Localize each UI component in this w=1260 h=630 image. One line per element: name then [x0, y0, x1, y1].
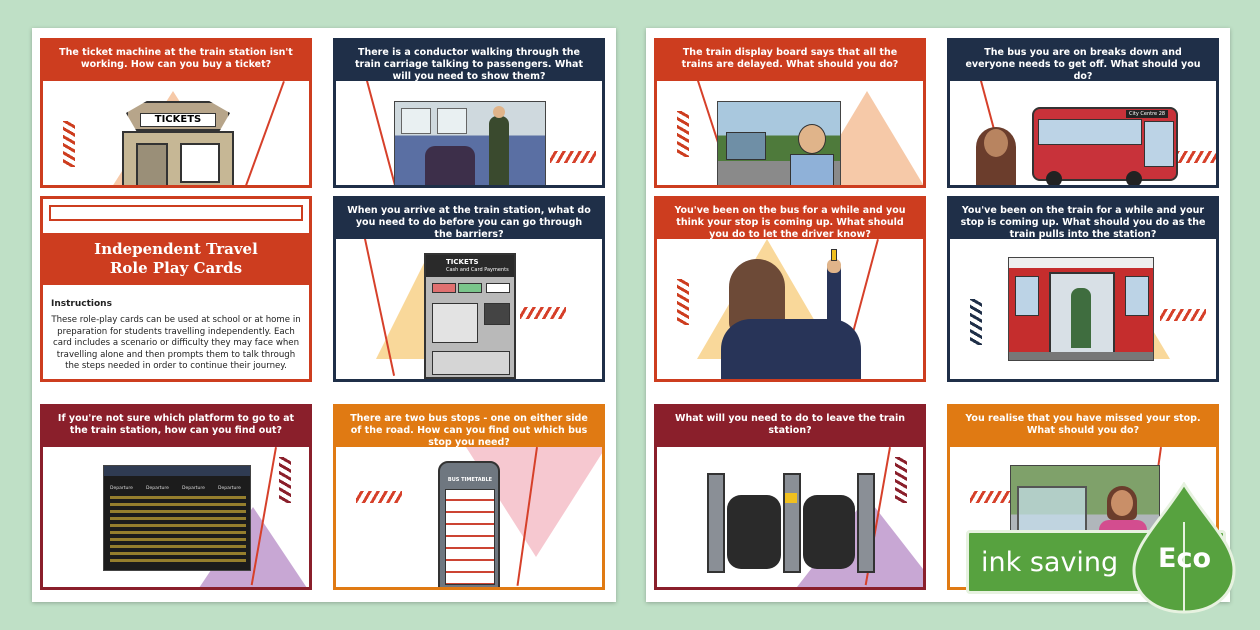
- card-question: You realise that you have missed your stop. What should you do?: [950, 407, 1216, 447]
- deco-hatch: [677, 279, 689, 325]
- instructions-text: These role-play cards can be used at school or at home in preparation for students travelling independently. Each card includes a scenario or difficulty they may face when travelling alone and then prompts them to talk through the steps needed in order to continue their journey.: [51, 315, 301, 371]
- card-train-stop-coming: [947, 196, 1219, 382]
- card-illustration-area: [950, 81, 1216, 185]
- deco-hatch: [63, 121, 75, 167]
- card-before-barriers: [333, 196, 605, 382]
- card-question: You've been on the train for a while and your stop is coming up. What should you do as the train pulls into the station?: [950, 199, 1216, 239]
- card-illustration-area: [43, 447, 309, 587]
- station-platform-boy-icon: [717, 101, 841, 185]
- deco-hatch: [279, 457, 291, 503]
- card-leave-station: [654, 404, 926, 590]
- bus-timetable-sign: BUS TIMETABLE: [447, 477, 493, 483]
- tickets-sign: TICKETS: [140, 113, 216, 127]
- title-line2: Role Play Cards: [109, 259, 243, 277]
- card-bus-breaks-down: [947, 38, 1219, 188]
- card-illustration-area: [336, 81, 602, 185]
- deco-hatch: [356, 491, 402, 503]
- ticket-machine-sign: TICKETS: [446, 258, 479, 266]
- card-conductor: [333, 38, 605, 188]
- card-illustration-area: [950, 239, 1216, 379]
- deco-line: [366, 81, 396, 185]
- instructions-heading: Instructions: [51, 299, 112, 309]
- deco-hatch: [970, 299, 982, 345]
- card-question: The train display board says that all the trains are delayed. What should you do?: [657, 41, 923, 81]
- ink-saving-text: ink saving: [981, 546, 1119, 578]
- card-ticket-machine-broken: [40, 38, 312, 188]
- card-question: There is a conductor walking through the train carriage talking to passengers. What will you need to show them?: [336, 41, 602, 81]
- bus-destination-sign: City Centre 28: [1126, 110, 1168, 118]
- deco-hatch: [677, 111, 689, 157]
- bus-timetable-icon: [438, 461, 500, 587]
- ticket-barriers-icon: [707, 465, 879, 583]
- card-question: You've been on the bus for a while and you think your stop is coming up. What should you do to let the driver know?: [657, 199, 923, 239]
- card-which-platform: [40, 404, 312, 590]
- card-tell-bus-driver: [654, 196, 926, 382]
- board-col: Departure: [182, 486, 205, 491]
- ticket-machine-subsign: Cash and Card Payments: [446, 267, 509, 273]
- card-illustration-area: [336, 239, 602, 379]
- ticket-booth-icon: [118, 101, 238, 185]
- card-question: The bus you are on breaks down and everyone needs to get off. What should you do?: [950, 41, 1216, 81]
- name-box: [49, 205, 303, 221]
- card-question: What will you need to do to leave the train station?: [657, 407, 923, 447]
- card-question: If you're not sure which platform to go to at the train station, how can you find out?: [43, 407, 309, 447]
- deco-hatch: [520, 307, 566, 319]
- card-question: The ticket machine at the train station isn't working. How can you buy a ticket?: [43, 41, 309, 81]
- card-illustration-area: [657, 447, 923, 587]
- card-which-bus-stop: [333, 404, 605, 590]
- card-illustration-area: [336, 447, 602, 587]
- card-trains-delayed: [654, 38, 926, 188]
- deco-hatch: [895, 457, 907, 503]
- board-col: Departure: [218, 486, 241, 491]
- deco-line: [242, 81, 285, 185]
- card-illustration-area: [43, 81, 309, 185]
- card-illustration-area: [657, 81, 923, 185]
- deco-hatch: [1160, 309, 1206, 321]
- train-carriage-conductor-icon: [394, 101, 546, 185]
- card-title: [43, 233, 309, 285]
- card-question: There are two bus stops - one on either side of the road. How can you find out which bus stop you need?: [336, 407, 602, 447]
- ticket-machine-icon: [424, 253, 516, 379]
- deco-hatch: [550, 151, 596, 163]
- title-line1: Independent Travel: [94, 240, 258, 258]
- board-col: Departure: [146, 486, 169, 491]
- card-illustration-area: [657, 239, 923, 379]
- eco-text: Eco: [1158, 543, 1211, 574]
- board-col: Departure: [110, 486, 133, 491]
- card-question: When you arrive at the train station, what do you need to do before you can go through the barriers?: [336, 199, 602, 239]
- departure-board-icon: [103, 465, 251, 571]
- card-title-instructions: [40, 196, 312, 382]
- train-doors-icon: [1008, 257, 1154, 361]
- broken-bus-icon: [976, 99, 1182, 185]
- woman-pressing-bell-icon: [721, 259, 865, 379]
